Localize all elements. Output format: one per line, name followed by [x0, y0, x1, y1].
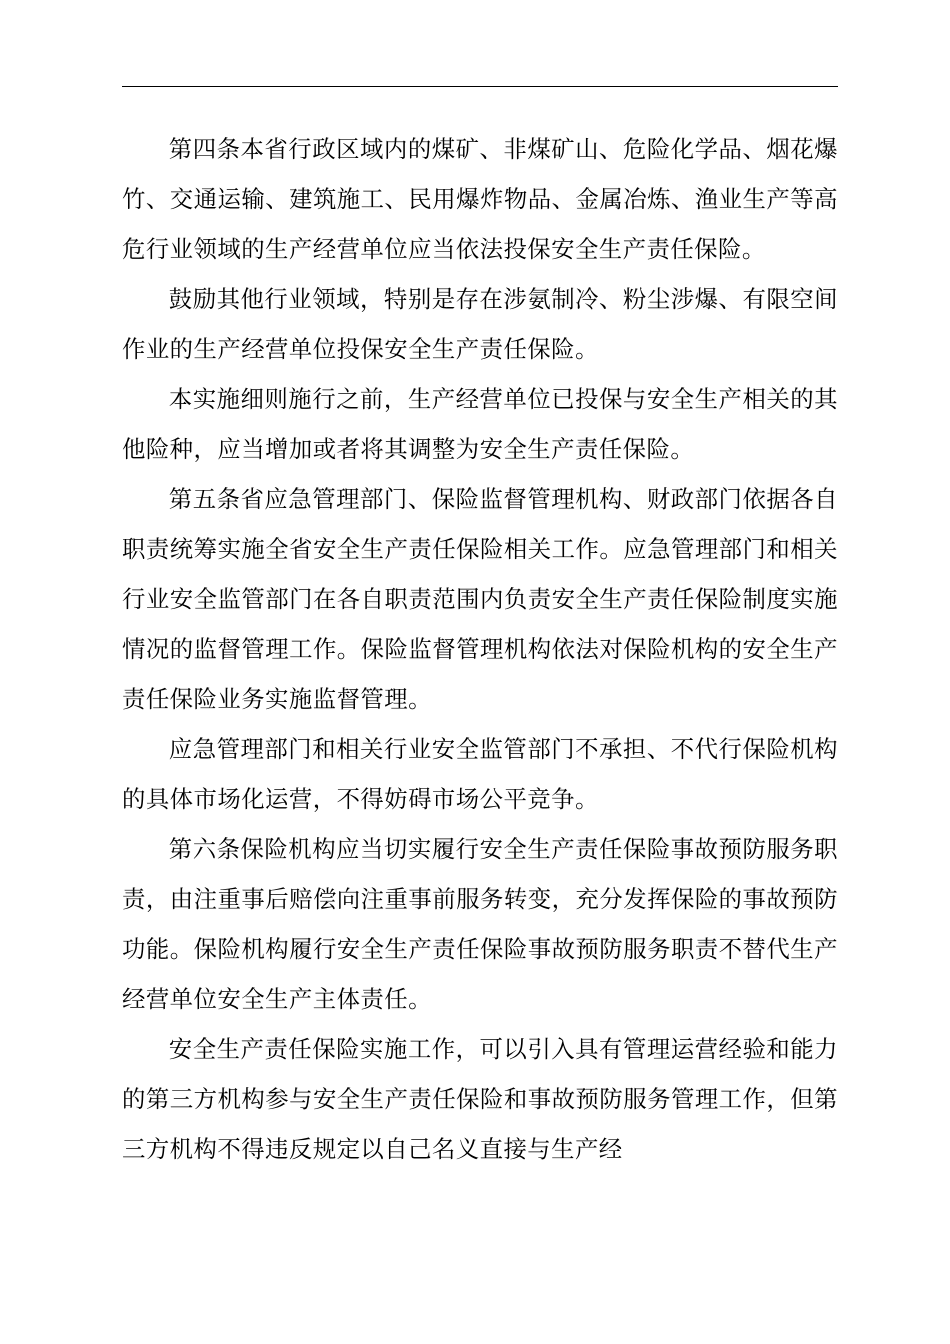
header-rule [122, 86, 838, 87]
paragraph-article-6: 第六条保险机构应当切实履行安全生产责任保险事故预防服务职责，由注重事后赔偿向注重事前服务转变，充分发挥保险的事故预防功能。保险机构履行安全生产责任保险事故预防服务职责不替代生产经营单位安全生产主体责任。 [122, 835, 838, 1013]
paragraph-article-4: 第四条本省行政区域内的煤矿、非煤矿山、危险化学品、烟花爆竹、交通运输、建筑施工、民用爆炸物品、金属冶炼、渔业生产等高危行业领域的生产经营单位应当依法投保安全生产责任保险。 [122, 135, 838, 263]
document-body [122, 124, 838, 1174]
paragraph-encourage-other-industries: 鼓励其他行业领域，特别是存在涉氨制冷、粉尘涉爆、有限空间作业的生产经营单位投保安全生产责任保险。 [122, 285, 838, 363]
paragraph-third-party: 安全生产责任保险实施工作，可以引入具有管理运营经验和能力的第三方机构参与安全生产责任保险和事故预防服务管理工作，但第三方机构不得违反规定以自己名义直接与生产经 [122, 1035, 838, 1163]
paragraph-before-implementation: 本实施细则施行之前，生产经营单位已投保与安全生产相关的其他险种，应当增加或者将其调整为安全生产责任保险。 [122, 385, 838, 463]
paragraph-article-5: 第五条省应急管理部门、保险监督管理机构、财政部门依据各自职责统筹实施全省安全生产责任保险相关工作。应急管理部门和相关行业安全监管部门在各自职责范围内负责安全生产责任保险制度实施情况的监督管理工作。保险监督管理机构依法对保险机构的安全生产责任保险业务实施监督管理。 [122, 485, 838, 713]
paragraph-no-market-operation: 应急管理部门和相关行业安全监管部门不承担、不代行保险机构的具体市场化运营，不得妨碍市场公平竞争。 [122, 735, 838, 813]
